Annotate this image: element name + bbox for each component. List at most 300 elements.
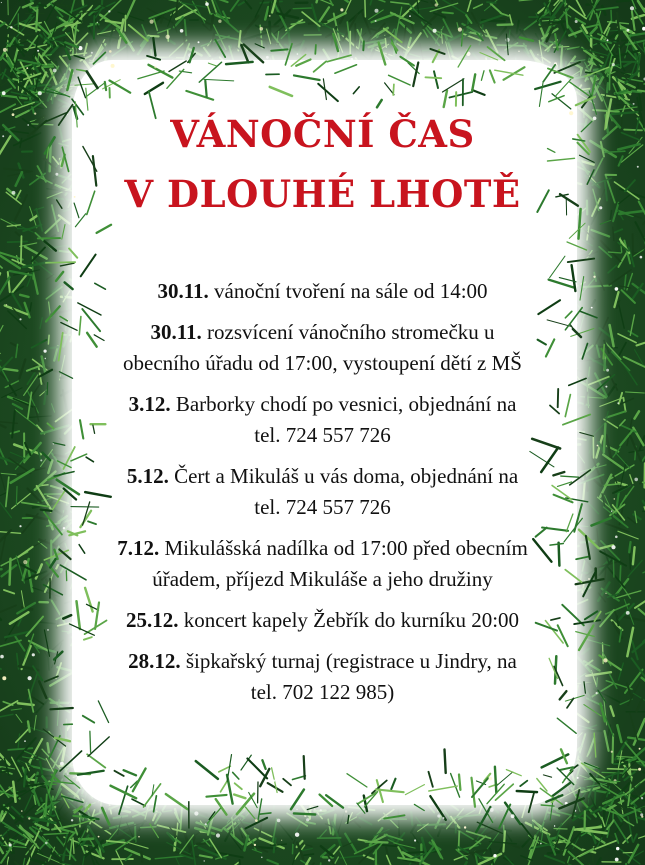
fir-needle <box>337 809 346 836</box>
fir-needle <box>620 566 621 582</box>
sparkle <box>554 825 555 826</box>
sparkle <box>281 840 282 841</box>
sparkle <box>630 6 634 10</box>
fir-needle <box>0 62 1 83</box>
fir-needle <box>291 22 304 24</box>
fir-needle <box>442 12 453 13</box>
fir-needle <box>594 158 603 176</box>
sparkle <box>615 287 619 291</box>
fir-needle <box>613 734 614 762</box>
fir-needle <box>30 303 31 311</box>
sparkle <box>47 788 48 789</box>
sparkle <box>198 41 200 43</box>
fir-needle <box>168 10 174 27</box>
fir-needle <box>185 20 187 36</box>
fir-needle <box>141 827 156 828</box>
sparkle <box>54 90 56 92</box>
fir-needle <box>0 838 3 845</box>
fir-needle <box>15 452 30 470</box>
fir-needle <box>345 834 356 852</box>
fir-needle <box>0 530 11 551</box>
fir-needle <box>622 78 642 82</box>
event-text: Barborky chodí po vesnici, objednání na <box>175 392 517 416</box>
fir-needle <box>607 83 608 92</box>
sparkle <box>611 511 612 512</box>
fir-needle <box>624 617 645 621</box>
fir-needle <box>411 812 412 825</box>
fir-needle <box>176 0 179 16</box>
fir-needle <box>20 243 37 247</box>
fir-needle <box>255 828 272 836</box>
fir-needle <box>333 846 340 855</box>
sparkle <box>166 35 170 39</box>
fir-needle <box>244 836 248 851</box>
fir-needle <box>36 699 49 713</box>
event-text: rozsvícení vánočního stromečku u <box>207 320 495 344</box>
fir-needle <box>52 404 55 413</box>
fir-needle <box>181 806 183 830</box>
fir-needle <box>608 265 616 272</box>
fir-needle <box>8 272 10 292</box>
sparkle <box>626 611 630 615</box>
fir-needle <box>575 235 593 246</box>
fir-needle <box>0 640 21 648</box>
event-item <box>60 317 585 379</box>
fir-needle <box>593 7 618 10</box>
fir-needle <box>548 851 570 853</box>
sparkle <box>296 809 297 810</box>
fir-needle <box>553 47 569 48</box>
sparkle <box>55 173 58 176</box>
fir-needle <box>10 452 25 458</box>
fir-needle <box>620 420 625 426</box>
fir-needle <box>319 830 326 838</box>
sparkle <box>634 478 638 482</box>
fir-needle <box>489 842 516 844</box>
event-text-continued: tel. 724 557 726 <box>254 495 391 519</box>
fir-needle <box>40 318 42 329</box>
fir-needle <box>49 731 55 740</box>
fir-needle <box>633 547 635 564</box>
fir-needle <box>21 236 22 263</box>
fir-needle <box>615 229 622 232</box>
sparkle <box>615 536 618 539</box>
sparkle <box>2 91 6 95</box>
fir-needle <box>9 458 31 473</box>
fir-needle <box>243 33 267 40</box>
fir-needle <box>376 0 385 2</box>
fir-needle <box>624 365 637 385</box>
fir-needle <box>128 843 148 849</box>
fir-needle <box>18 734 20 749</box>
fir-needle <box>8 748 32 750</box>
fir-needle <box>613 475 619 487</box>
fir-needle <box>612 352 630 371</box>
sparkle <box>254 844 256 846</box>
fir-needle <box>0 473 16 475</box>
fir-needle <box>600 610 614 626</box>
fir-needle <box>416 817 434 840</box>
fir-needle <box>102 0 104 5</box>
sparkle <box>638 768 641 771</box>
fir-needle <box>12 411 15 438</box>
fir-needle <box>586 300 595 317</box>
fir-needle <box>362 12 371 34</box>
fir-needle <box>5 381 18 387</box>
sparkle <box>611 751 613 753</box>
fir-needle <box>540 801 558 811</box>
fir-needle <box>149 0 178 1</box>
fir-needle <box>635 598 645 608</box>
fir-needle <box>33 272 38 293</box>
fir-needle <box>630 475 633 484</box>
sparkle <box>108 10 110 12</box>
fir-needle <box>617 725 621 742</box>
fir-needle <box>210 49 233 59</box>
fir-needle <box>50 347 59 348</box>
event-list <box>60 276 585 718</box>
fir-needle <box>23 225 41 231</box>
fir-needle <box>589 178 590 197</box>
sparkle <box>53 69 57 73</box>
fir-needle <box>613 227 614 240</box>
fir-needle <box>33 257 34 279</box>
fir-needle <box>638 818 645 824</box>
sparkle <box>21 810 23 812</box>
sparkle <box>435 3 438 6</box>
fir-needle <box>21 591 24 607</box>
fir-needle <box>0 423 6 428</box>
fir-needle <box>585 119 587 127</box>
fir-needle <box>16 487 17 505</box>
sparkle <box>588 578 590 580</box>
event-text: koncert kapely Žebřík do kurníku 20:00 <box>183 608 520 632</box>
fir-needle <box>620 189 644 198</box>
event-date: 5.12. <box>126 464 169 488</box>
event-date: 30.11. <box>157 279 209 303</box>
fir-needle <box>620 629 622 641</box>
fir-needle <box>615 824 622 832</box>
fir-needle <box>391 2 409 4</box>
event-item <box>60 276 585 307</box>
fir-needle <box>479 804 482 815</box>
sparkle <box>414 839 416 841</box>
fir-needle <box>59 792 73 811</box>
fir-needle <box>497 45 526 46</box>
fir-needle <box>589 367 590 376</box>
fir-needle <box>629 542 630 552</box>
fir-needle <box>4 590 14 594</box>
fir-needle <box>192 841 196 865</box>
fir-needle <box>370 0 374 5</box>
fir-needle <box>300 843 312 846</box>
fir-needle <box>7 225 20 227</box>
sparkle <box>38 91 42 95</box>
event-text: Mikulášská nadílka od 17:00 před obecním <box>164 536 528 560</box>
fir-needle <box>577 804 580 812</box>
sparkle <box>433 29 437 33</box>
sparkle <box>138 836 140 838</box>
fir-needle <box>615 453 630 469</box>
sparkle <box>277 819 281 823</box>
sparkle <box>44 350 47 353</box>
fir-needle <box>12 807 23 817</box>
title-line-2: V DLOUHÉ LHOTĚ <box>124 172 521 216</box>
fir-needle <box>29 766 51 771</box>
fir-needle <box>491 4 501 13</box>
fir-needle <box>240 41 248 51</box>
fir-needle <box>637 340 645 345</box>
sparkle <box>565 802 568 805</box>
fir-needle <box>602 772 625 773</box>
sparkle <box>637 166 639 168</box>
fir-needle <box>398 810 399 836</box>
fir-needle <box>628 517 635 523</box>
fir-needle <box>20 858 24 865</box>
fir-needle <box>15 637 24 651</box>
fir-needle <box>11 469 34 483</box>
sparkle <box>269 15 271 17</box>
event-text-continued: obecního úřadu od 17:00, vystoupení dětí z MŠ <box>123 351 522 375</box>
fir-needle <box>238 31 240 51</box>
fir-needle <box>25 247 47 259</box>
sparkle <box>340 8 343 11</box>
fir-needle <box>635 411 640 418</box>
fir-needle <box>231 0 244 11</box>
fir-needle <box>571 776 572 786</box>
fir-needle <box>608 769 637 770</box>
fir-needle <box>0 95 27 99</box>
sparkle <box>88 808 89 809</box>
sparkle <box>614 779 617 782</box>
fir-needle <box>366 842 388 843</box>
sparkle <box>91 52 93 54</box>
sparkle <box>375 9 379 13</box>
fir-needle <box>514 48 530 49</box>
fir-needle <box>608 113 620 127</box>
sparkle <box>23 560 27 564</box>
sparkle <box>617 402 619 404</box>
sparkle <box>188 53 192 57</box>
fir-needle <box>35 233 52 249</box>
event-text: vánoční tvoření na sále od 14:00 <box>214 279 488 303</box>
event-text-continued: tel. 724 557 726 <box>254 423 391 447</box>
fir-needle <box>633 428 643 446</box>
fir-needle <box>348 807 374 810</box>
fir-needle <box>6 477 9 506</box>
fir-needle <box>16 111 29 117</box>
sparkle <box>641 797 643 799</box>
event-date: 25.12. <box>125 608 179 632</box>
fir-needle <box>80 0 83 5</box>
fir-needle <box>597 529 599 551</box>
sparkle <box>205 2 209 6</box>
fir-needle <box>32 124 53 125</box>
fir-needle <box>606 809 611 826</box>
fir-needle <box>28 721 30 731</box>
fir-needle <box>293 8 312 9</box>
event-text: šipkařský turnaj (registrace u Jindry, na <box>185 649 517 673</box>
fir-needle <box>622 133 640 140</box>
fir-needle <box>13 79 21 81</box>
fir-needle <box>446 0 452 1</box>
sparkle <box>27 124 29 126</box>
fir-needle <box>155 856 184 859</box>
fir-needle <box>36 10 37 32</box>
fir-needle <box>609 31 621 39</box>
sparkle <box>19 525 21 527</box>
title-line-1: VÁNOČNÍ ČAS <box>170 112 475 156</box>
fir-needle <box>639 835 645 838</box>
sparkle <box>593 97 595 99</box>
sparkle <box>375 20 377 22</box>
fir-needle <box>633 514 640 519</box>
sparkle <box>593 276 595 278</box>
fir-needle <box>34 796 36 805</box>
fir-needle <box>633 234 634 255</box>
event-item <box>60 605 585 636</box>
poster-title <box>60 104 585 224</box>
fir-needle <box>240 860 242 865</box>
fir-needle <box>10 385 16 395</box>
fir-needle <box>618 334 636 343</box>
fir-needle <box>605 360 606 370</box>
fir-needle <box>365 0 366 17</box>
sparkle <box>205 823 207 825</box>
fir-needle <box>16 729 29 743</box>
fir-needle <box>343 843 351 847</box>
fir-needle <box>0 441 7 464</box>
sparkle <box>591 307 593 309</box>
sparkle <box>261 857 263 859</box>
fir-needle <box>598 277 604 290</box>
fir-needle <box>47 642 49 670</box>
fir-needle <box>4 169 29 172</box>
fir-needle <box>0 262 2 268</box>
fir-needle <box>49 302 51 318</box>
fir-needle <box>487 2 496 3</box>
fir-needle <box>0 728 1 733</box>
fir-needle <box>201 36 229 46</box>
fir-needle <box>38 5 46 7</box>
fir-needle <box>523 837 532 847</box>
fir-needle <box>48 460 52 473</box>
fir-needle <box>411 825 416 833</box>
fir-needle <box>474 4 483 8</box>
fir-needle <box>12 294 22 310</box>
fir-needle <box>595 480 601 486</box>
fir-needle <box>27 727 53 736</box>
fir-needle <box>47 275 54 280</box>
sparkle <box>639 748 641 750</box>
fir-needle <box>611 706 614 716</box>
fir-needle <box>624 130 642 131</box>
event-date: 3.12. <box>128 392 171 416</box>
fir-needle <box>517 21 519 33</box>
fir-needle <box>561 788 581 799</box>
fir-needle <box>588 502 599 514</box>
sparkle <box>295 833 299 837</box>
fir-needle <box>599 545 613 549</box>
fir-needle <box>252 849 261 853</box>
fir-needle <box>608 252 621 253</box>
sparkle <box>28 817 30 819</box>
event-text-continued: tel. 702 122 985) <box>250 680 395 704</box>
fir-needle <box>139 820 145 831</box>
fir-needle <box>582 286 611 288</box>
sparkle <box>466 52 470 56</box>
fir-needle <box>267 860 278 864</box>
fir-needle <box>559 836 584 852</box>
sparkle <box>615 858 619 862</box>
fir-needle <box>623 398 625 412</box>
sparkle <box>574 810 576 812</box>
fir-needle <box>53 157 59 164</box>
sparkle <box>1 2 2 3</box>
fir-needle <box>0 605 16 612</box>
fir-needle <box>50 146 51 172</box>
fir-needle <box>422 50 430 51</box>
event-item <box>60 389 585 451</box>
fir-needle <box>126 0 136 18</box>
sparkle <box>464 826 466 828</box>
fir-needle <box>64 39 66 55</box>
event-date: 30.11. <box>150 320 202 344</box>
sparkle <box>320 809 322 811</box>
fir-needle <box>501 42 502 51</box>
fir-needle <box>602 6 605 14</box>
fir-needle <box>618 343 626 358</box>
sparkle <box>2 135 4 137</box>
sparkle <box>41 81 43 83</box>
fir-needle <box>610 211 611 220</box>
fir-needle <box>613 559 614 577</box>
fir-needle <box>547 812 559 815</box>
sparkle <box>345 810 347 812</box>
fir-needle <box>11 222 33 233</box>
fir-needle <box>625 180 635 191</box>
fir-needle <box>498 24 513 25</box>
sparkle <box>180 29 184 33</box>
fir-needle <box>20 360 26 379</box>
sparkle <box>26 67 28 69</box>
fir-needle <box>53 547 59 560</box>
fir-needle <box>636 118 640 134</box>
fir-needle <box>554 829 567 830</box>
fir-needle <box>217 13 238 32</box>
fir-needle <box>585 393 587 405</box>
fir-needle <box>337 0 348 2</box>
sparkle <box>28 676 32 680</box>
fir-needle <box>595 858 601 865</box>
fir-needle <box>12 492 32 508</box>
fir-needle <box>16 410 38 427</box>
fir-needle <box>397 833 404 842</box>
fir-needle <box>25 634 33 658</box>
fir-needle <box>638 1 645 12</box>
fir-needle <box>48 335 49 344</box>
fir-needle <box>277 0 278 6</box>
fir-needle <box>0 658 1 669</box>
fir-needle <box>39 622 55 624</box>
sparkle <box>518 51 519 52</box>
fir-needle <box>16 556 24 583</box>
fir-needle <box>619 663 624 680</box>
event-item <box>60 646 585 708</box>
sparkle <box>328 859 330 861</box>
fir-needle <box>18 547 32 557</box>
fir-needle <box>82 856 84 865</box>
